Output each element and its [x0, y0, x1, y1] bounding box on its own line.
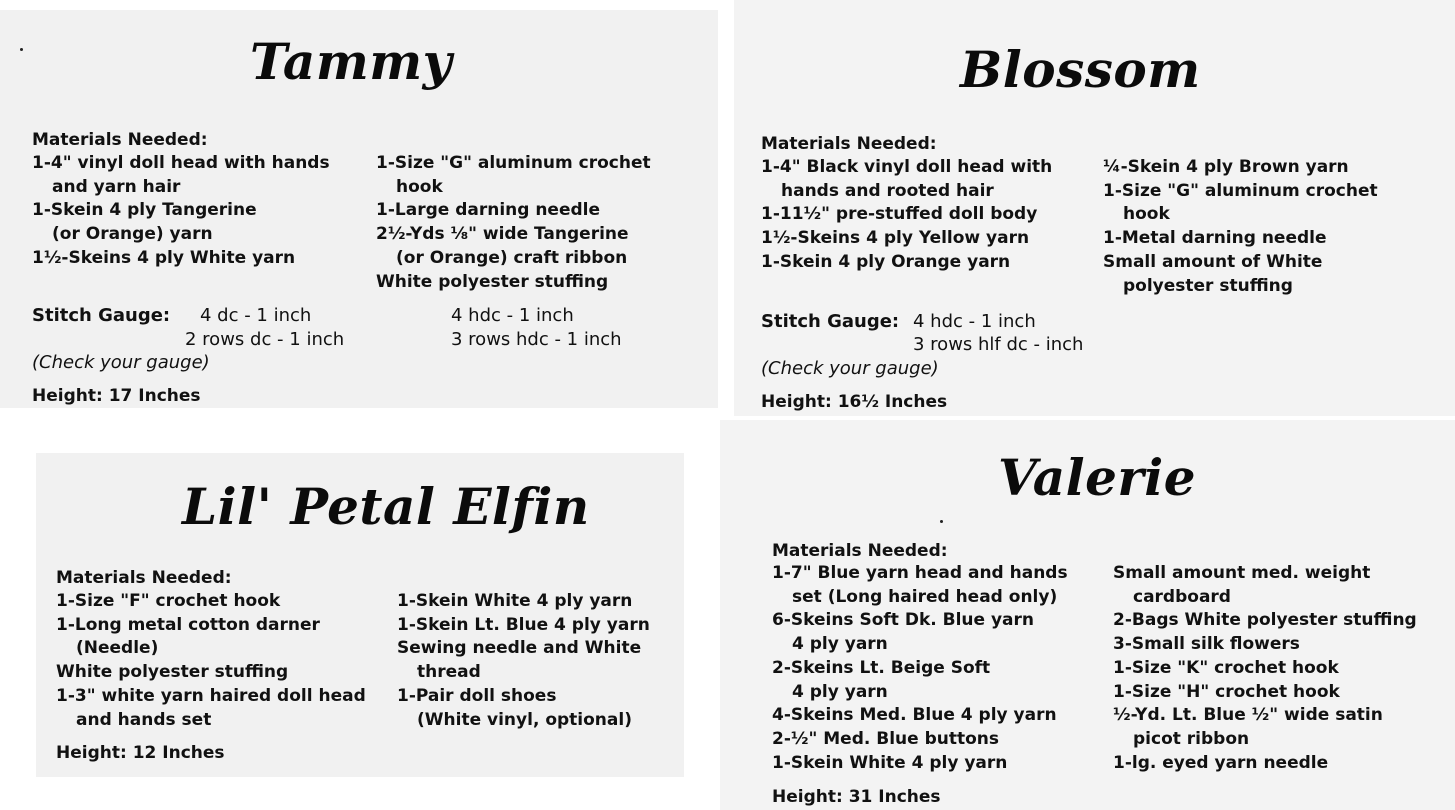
check-gauge-note: (Check your gauge)	[761, 358, 939, 379]
material-item: 1-Size "H" crochet hook	[1113, 681, 1340, 702]
material-item: 4 ply yarn	[792, 634, 888, 655]
stitch-gauge-label: Stitch Gauge:	[761, 311, 900, 332]
materials-column-1	[772, 562, 1068, 775]
material-item: 1-Metal darning needle	[1103, 228, 1327, 249]
material-item: White polyester stuffing	[56, 662, 289, 683]
pattern-card-valerie	[720, 420, 1455, 810]
material-item: 1-4" Black vinyl doll head with	[761, 157, 1053, 177]
material-item: Sewing needle and White	[397, 638, 642, 659]
material-item: ½-Yd. Lt. Blue ½" wide satin	[1113, 705, 1383, 726]
gauge-value: 4 hdc - 1 inch	[913, 311, 1036, 332]
material-item: cardboard	[1133, 586, 1231, 607]
material-item: 1-Pair doll shoes	[397, 685, 557, 706]
material-item: and yarn hair	[52, 176, 181, 197]
height-text: Height: 16½ Inches	[761, 392, 948, 412]
stitch-gauge	[761, 310, 899, 334]
material-item: 1-4" vinyl doll head with hands	[32, 153, 330, 173]
material-item: 1½-Skeins 4 ply Yellow yarn	[761, 228, 1030, 249]
material-item: Small amount of White	[1103, 251, 1323, 272]
material-item: 4-Skeins Med. Blue 4 ply yarn	[772, 705, 1057, 726]
material-item: 1-Skein White 4 ply yarn	[772, 752, 1008, 773]
material-item: 3-Small silk flowers	[1113, 634, 1300, 655]
material-item: 2-½" Med. Blue buttons	[772, 728, 1000, 749]
materials-column-1	[761, 156, 1052, 275]
material-item: 1-Size "K" crochet hook	[1113, 657, 1339, 678]
material-item: 2-Skeins Lt. Beige Soft	[772, 657, 991, 678]
stitch-gauge-label: Stitch Gauge:	[32, 305, 171, 326]
materials-column-2	[1103, 156, 1378, 298]
material-item: 1-Size "F" crochet hook	[56, 591, 281, 611]
pattern-title: Valerie	[998, 448, 1197, 507]
gauge-value: 3 rows hlf dc - inch	[913, 334, 1084, 355]
gauge-value: 4 hdc - 1 inch	[451, 305, 574, 326]
material-item: (or Orange) yarn	[52, 224, 213, 245]
material-item: 1-Size "G" aluminum crochet	[376, 153, 651, 173]
materials-label: Materials Needed:	[772, 541, 948, 561]
materials-label: Materials Needed:	[761, 134, 937, 154]
height-text: Height: 17 Inches	[32, 386, 201, 406]
material-item: and hands set	[76, 709, 212, 730]
materials-column-2	[397, 590, 650, 732]
material-item: 2-Bags White polyester stuffing	[1113, 610, 1417, 631]
print-speck	[20, 48, 23, 51]
materials-column-2	[376, 152, 651, 294]
material-item: 1-3" white yarn haired doll head	[56, 685, 366, 706]
material-item: hook	[1123, 204, 1170, 225]
material-item: 1-Large darning needle	[376, 200, 601, 221]
pattern-title: Lil' Petal Elfin	[182, 477, 590, 536]
material-item: 1-Size "G" aluminum crochet	[1103, 180, 1378, 201]
material-item: (or Orange) craft ribbon	[396, 247, 628, 268]
material-item: White polyester stuffing	[376, 271, 609, 292]
material-item: 6-Skeins Soft Dk. Blue yarn	[772, 610, 1035, 631]
check-gauge-note: (Check your gauge)	[32, 352, 210, 373]
material-item: 1-Skein 4 ply Tangerine	[32, 200, 257, 221]
material-item: Small amount med. weight	[1113, 563, 1371, 583]
material-item: thread	[417, 662, 481, 683]
height-text: Height: 31 Inches	[772, 787, 941, 807]
material-item: ¼-Skein 4 ply Brown yarn	[1103, 157, 1349, 177]
materials-column-1	[32, 152, 330, 271]
material-item: 2½-Yds ⅛" wide Tangerine	[376, 224, 629, 245]
materials-column-1	[56, 590, 366, 732]
gauge-value: 4 dc - 1 inch	[200, 305, 312, 326]
material-item: 1-Long metal cotton darner	[56, 614, 320, 635]
materials-label: Materials Needed:	[56, 568, 232, 588]
material-item: picot ribbon	[1133, 728, 1250, 749]
material-item: polyester stuffing	[1123, 275, 1293, 296]
pattern-card-tammy	[0, 10, 718, 408]
material-item: 1-Skein 4 ply Orange yarn	[761, 251, 1011, 272]
pattern-card-lil-petal-elfin	[36, 453, 684, 777]
pattern-card-blossom	[734, 0, 1455, 416]
material-item: 1-Skein Lt. Blue 4 ply yarn	[397, 614, 650, 635]
material-item: set (Long haired head only)	[792, 586, 1058, 607]
material-item: 4 ply yarn	[792, 681, 888, 702]
material-item: (Needle)	[76, 638, 159, 659]
gauge-value: 3 rows hdc - 1 inch	[451, 329, 622, 350]
height-text: Height: 12 Inches	[56, 743, 225, 763]
gauge-value: 2 rows dc - 1 inch	[185, 329, 345, 350]
materials-label: Materials Needed:	[32, 130, 208, 150]
material-item: 1-11½" pre-stuffed doll body	[761, 204, 1038, 225]
stitch-gauge	[32, 304, 170, 328]
pattern-title: Blossom	[960, 40, 1201, 99]
material-item: hook	[396, 176, 443, 197]
material-item: (White vinyl, optional)	[417, 709, 632, 730]
material-item: hands and rooted hair	[781, 180, 994, 201]
print-speck	[940, 520, 943, 523]
material-item: 1-lg. eyed yarn needle	[1113, 752, 1329, 773]
material-item: 1½-Skeins 4 ply White yarn	[32, 247, 296, 268]
material-item: 1-Skein White 4 ply yarn	[397, 591, 633, 611]
materials-column-2	[1113, 562, 1417, 775]
pattern-title: Tammy	[250, 32, 453, 91]
material-item: 1-7" Blue yarn head and hands	[772, 563, 1068, 583]
